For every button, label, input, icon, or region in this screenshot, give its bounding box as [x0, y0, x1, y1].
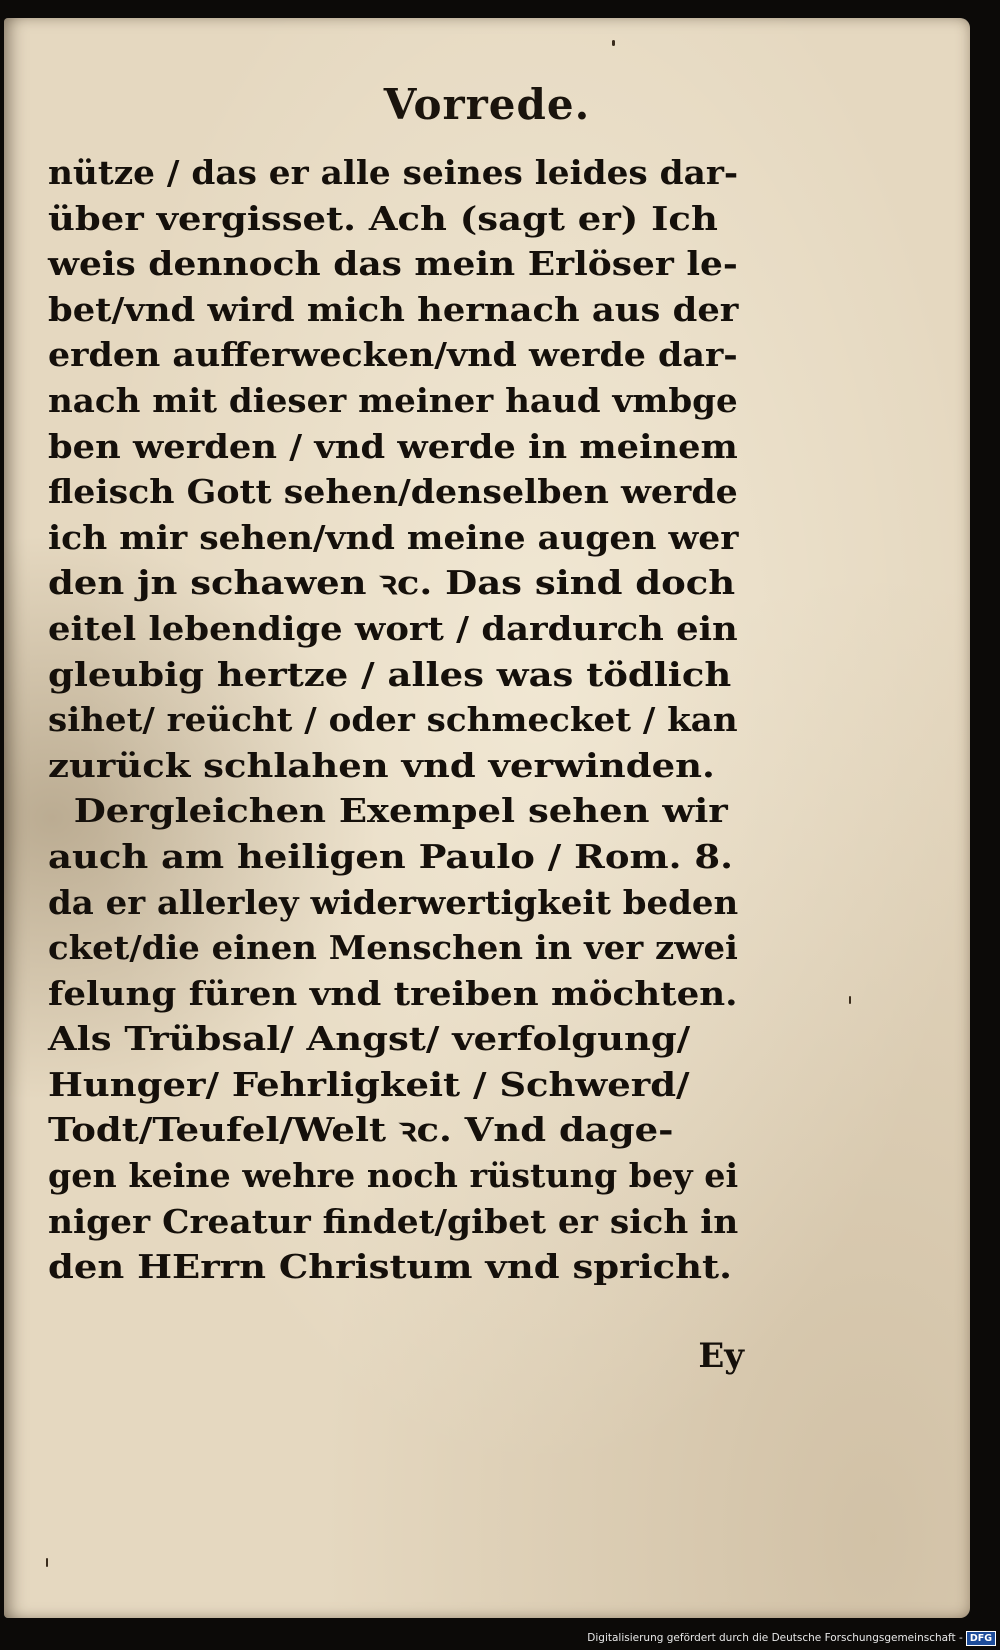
catchword: Ey [698, 1336, 744, 1376]
text-line: den HErrn Christum vnd spricht. [48, 1247, 732, 1287]
credit-text: Digitalisierung gefördert durch die Deutsche Forschungsgemeinschaft - [587, 1632, 963, 1644]
text-line: nach mit dieser meiner haud vmbge [48, 380, 738, 420]
text-line: Dergleichen Exempel sehen wir [48, 791, 728, 831]
text-line: zurück schlahen vnd verwinden. [48, 745, 715, 785]
text-line: auch am heiligen Paulo / Rom. 8. [48, 836, 733, 876]
book-page [4, 18, 970, 1618]
text-line: sihet/ reücht / oder schmecket / kan [48, 700, 738, 740]
text-line: fleisch Gott sehen/denselben werde [48, 472, 738, 512]
text-line: erden aufferwecken/vnd werde dar- [48, 335, 738, 375]
ink-speck [849, 996, 851, 1004]
text-line: Hunger/ Fehrligkeit / Schwerd/ [48, 1064, 690, 1104]
text-line: cket/die einen Menschen in ver zwei [48, 928, 738, 968]
page-body-text [48, 150, 738, 1290]
ink-speck [46, 1558, 48, 1567]
text-line: den jn schawen ꝛc. Das sind doch [48, 563, 736, 603]
text-line: Todt/Teufel/Welt ꝛc. Vnd dage- [48, 1110, 674, 1150]
text-line: nütze / das er alle seines leides dar- [48, 153, 739, 192]
text-line: ben werden / vnd werde in meinem [48, 426, 738, 466]
dfg-logo-icon: DFG [966, 1631, 996, 1646]
text-line: gleubig hertze / alles was tödlich [48, 654, 732, 694]
text-line: da er allerley widerwertigkeit beden [48, 882, 739, 922]
text-line: gen keine wehre noch rüstung bey ei [48, 1156, 739, 1196]
text-line: bet/vnd wird mich hernach aus der [48, 289, 739, 329]
text-line: über vergisset. Ach (sagt er) Ich [48, 198, 718, 238]
text-line: weis dennoch das mein Erlöser le- [48, 244, 738, 284]
ink-speck [612, 40, 615, 46]
text-line: felung füren vnd treiben möchten. [48, 973, 738, 1013]
text-line: ich mir sehen/vnd meine augen wer [48, 517, 739, 557]
text-line: niger Creatur findet/gibet er sich in [48, 1201, 739, 1241]
text-line: eitel lebendige wort / dardurch ein [48, 608, 738, 648]
text-line: Als Trübsal/ Angst/ verfolgung/ [48, 1019, 691, 1059]
running-header: Vorrede. [383, 80, 591, 129]
digitization-credit [587, 1628, 996, 1648]
